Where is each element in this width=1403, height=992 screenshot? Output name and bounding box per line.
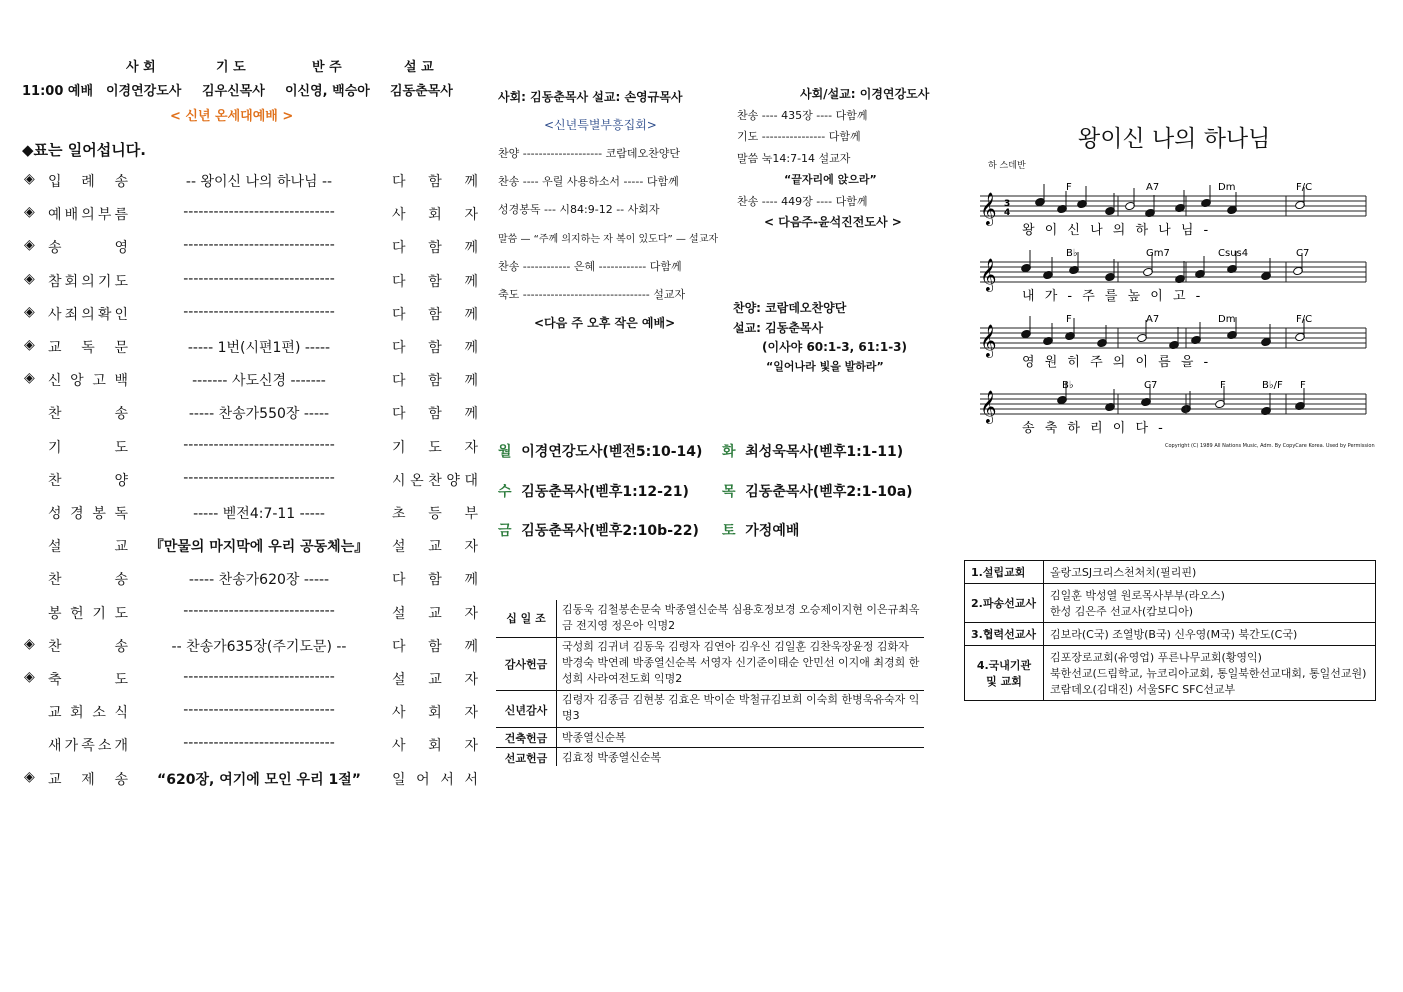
order-row — [24, 303, 478, 324]
order-item-name: 교 회 소 식 — [48, 705, 128, 722]
order-row — [24, 503, 478, 523]
order-row — [24, 469, 478, 490]
missions-value: 올랑고SJ크리스천처치(필리핀) — [1044, 561, 1376, 584]
revival-line: 찬양 -------------------- 코람데오찬양단 — [498, 147, 681, 160]
missions-value: 김포장로교회(유영업) 푸른나무교회(황영익) 북한선교(드림학교, 뉴코리아교회, 통일북한선교대회, 통일선교원) 코람데오(김대진) 서울SFC SFC선교부 — [1044, 646, 1376, 701]
missions-value: 김보라(C국) 조열방(B국) 신우영(M국) 북간도(C국) — [1044, 623, 1376, 646]
order-item-name: 찬 양 — [48, 472, 128, 489]
order-row — [24, 370, 478, 390]
order-item-leader: 시 온 찬 양 대 — [392, 472, 478, 489]
revival-line: 말씀 — “주께 의지하는 자 복이 있도다” — 설교자 — [498, 234, 719, 245]
weekly-item: 토 가정예배 — [722, 523, 800, 539]
standing-mark: ◈ — [24, 337, 35, 353]
order-row — [24, 735, 478, 755]
order-item-detail: ----- 1번(시편1편) ----- — [187, 340, 331, 356]
standing-mark: ◈ — [24, 370, 35, 387]
lyric-line: 송 축 하 리 이 다 - — [1022, 421, 1166, 436]
order-item-detail: -- 왕이신 나의 하나님 -- — [185, 174, 333, 190]
order-item-name: 교 제 송 — [48, 771, 128, 788]
order-row — [24, 171, 478, 191]
order-row — [24, 237, 478, 257]
afternoon-line: 찬송 ---- 449장 ---- 다함께 — [737, 195, 868, 208]
header-label-host: 사 회 — [126, 60, 156, 75]
order-item-name: 송 영 — [48, 240, 128, 257]
chord-symbol: B♭ — [1062, 380, 1074, 391]
order-item-name: 입 례 송 — [48, 174, 128, 190]
order-item-name: 찬 송 — [48, 406, 128, 423]
order-item-name: 봉 헌 기 도 — [48, 605, 128, 622]
order-item-name: 성 경 봉 독 — [48, 506, 128, 522]
chord-symbol: A7 — [1146, 182, 1160, 193]
order-row — [24, 403, 478, 423]
order-item-name: 예 배 의 부 름 — [48, 207, 128, 224]
offering-row: 감사헌금 국성희 김귀녀 김동욱 김령자 김연아 김우신 김일훈 김찬욱장윤정 김화자 박경숙 박연례 박종열신순복 서영자 신기준이태순 안민선 이지애 최경희 한성희 사라여전도회 익명2 — [504, 640, 920, 685]
revival-line: 찬송 ------------ 은혜 ------------ 다함께 — [498, 260, 682, 273]
chord-symbol: Dm — [1218, 182, 1236, 193]
chord-symbol: F — [1300, 380, 1306, 391]
order-item-leader: 기 도 자 — [392, 439, 478, 456]
chord-symbol: F/C — [1296, 182, 1313, 193]
order-item-detail: ------------------------------ — [183, 669, 335, 685]
offering-row: 선교헌금 김효정 박종열신순복 — [504, 751, 662, 765]
order-item-detail: ------------------------------ — [183, 270, 335, 287]
svg-text:𝄞: 𝄞 — [980, 192, 997, 225]
order-item-name: 설 교 — [48, 539, 128, 556]
weekly-item: 금 김동춘목사(벧후2:10b-22) — [498, 523, 699, 539]
lyric-line: 왕 이 신 나 의 하 나 님 - — [1022, 223, 1212, 238]
chord-symbol: Csus4 — [1218, 248, 1249, 259]
missions-value: 김일훈 박성열 원로목사부부(라오스) 한성 김은주 선교사(캄보디아) — [1044, 584, 1376, 623]
order-item-name: 사 죄 의 확 인 — [48, 306, 128, 323]
afternoon-line: 찬송 ---- 435장 ---- 다함께 — [737, 109, 868, 122]
order-item-leader: 다 함 께 — [392, 406, 478, 423]
header-label-sermon: 설 교 — [404, 60, 434, 75]
order-item-detail: ------------------------------ — [183, 204, 335, 221]
revival-footer: <다음 주 오후 작은 예배> — [534, 316, 676, 330]
chord-symbol: F — [1066, 314, 1072, 325]
order-item-detail: ------------------------------ — [183, 602, 335, 619]
afternoon-footer: < 다음주-윤석진전도사 > — [764, 215, 902, 229]
revival-line: 축도 -------------------------------- 설교자 — [498, 288, 686, 301]
lyric-line: 내 가 - 주 를 높 이 고 - — [1022, 289, 1204, 304]
chord-symbol: F — [1220, 380, 1226, 391]
chord-symbol: A7 — [1146, 314, 1160, 325]
order-item-leader: 다 함 께 — [392, 174, 478, 190]
order-item-leader: 다 함 께 — [392, 638, 478, 655]
order-item-leader: 다 함 께 — [392, 373, 478, 390]
chord-symbol: C7 — [1144, 380, 1158, 391]
standing-mark: ◈ — [24, 303, 35, 320]
order-item-detail: ------------------------------ — [183, 702, 335, 719]
order-item-leader: 사 회 자 — [392, 705, 478, 722]
chord-symbol: F — [1066, 182, 1072, 193]
order-row — [24, 436, 478, 457]
missions-row — [965, 646, 1376, 701]
missions-row — [965, 561, 1376, 584]
standing-mark: ◈ — [24, 204, 35, 221]
order-item-leader: 설 교 자 — [392, 539, 478, 556]
chord-symbol: B♭ — [1066, 248, 1078, 259]
order-row — [24, 270, 478, 291]
afternoon-line: 기도 ---------------- 다함께 — [737, 130, 861, 143]
order-row — [24, 536, 478, 556]
evening-praise: 찬양: 코람데오찬양단 — [733, 301, 847, 315]
order-item-name: 찬 송 — [48, 572, 128, 589]
order-row — [24, 768, 478, 789]
revival-top: 사회: 김동춘목사 설교: 손영규목사 — [498, 90, 683, 104]
order-row — [24, 602, 478, 623]
offering-row: 건축헌금 박종열신순복 — [504, 731, 626, 745]
order-item-detail: ------- 사도신경 ------- — [192, 373, 326, 390]
missions-key: 2.파송선교사 — [965, 584, 1044, 623]
order-row — [24, 204, 478, 224]
standing-note: ◆표는 일어섭니다. — [22, 141, 146, 159]
song-title: 왕이신 나의 하나님 — [1078, 126, 1271, 152]
order-item-leader: 일 어 서 서 — [392, 771, 478, 788]
prayer-name: 김우신목사 — [202, 84, 265, 99]
order-item-detail: ----- 찬송가620장 ----- — [188, 572, 330, 589]
order-item-detail: 『만물의 마지막에 우리 공동체는』 — [149, 539, 369, 556]
weekly-item: 화 최성욱목사(벧후1:1-11) — [722, 444, 904, 460]
order-item-name: 신 앙 고 백 — [48, 373, 128, 390]
chord-symbol: Dm — [1218, 314, 1236, 325]
order-item-leader: 설 교 자 — [392, 672, 478, 688]
revival-line: 찬송 ---- 우릴 사용하소서 ----- 다함께 — [498, 175, 679, 188]
order-row — [24, 669, 478, 689]
order-item-name: 찬 송 — [48, 638, 128, 655]
order-item-detail: ------------------------------ — [183, 237, 335, 254]
song-copyright: Copyright (C) 1989 All Nations Music, Adm. By CopyCare Korea. Used by Permission — [1165, 443, 1375, 449]
afternoon-quote: “끝자리에 앉으라” — [784, 173, 877, 186]
order-item-detail: -- 찬송가635장(주기도문) -- — [171, 638, 347, 655]
missions-key: 1.설립교회 — [965, 561, 1044, 584]
order-item-name: 기 도 — [48, 439, 128, 456]
host-name: 이경연강도사 — [106, 84, 182, 99]
evening-quote: “일어나라 빛을 발하라” — [766, 360, 884, 373]
service-subtitle: < 신년 온세대예배 > — [170, 109, 294, 124]
header-label-prayer: 기 도 — [216, 60, 246, 75]
afternoon-line: 말씀 눅14:7-14 설교자 — [737, 152, 851, 165]
offering-row: 신년감사 김령자 김종금 김현봉 김효은 박이순 박철규김보희 이숙희 한병욱유숙자 익명3 — [504, 693, 920, 722]
evening-scripture: (이사야 60:1-3, 61:1-3) — [762, 340, 908, 354]
weekly-item: 월 이경연강도사(벧전5:10-14) — [498, 444, 703, 460]
standing-mark: ◈ — [24, 270, 35, 287]
header-label-accompany: 반 주 — [312, 60, 342, 75]
missions-row — [965, 584, 1376, 623]
order-item-leader: 초 등 부 — [392, 506, 478, 522]
svg-text:3: 3 — [1004, 199, 1011, 209]
evening-preacher: 설교: 김동춘목사 — [733, 321, 824, 335]
order-item-leader: 다 함 께 — [392, 306, 478, 323]
chord-symbol: B♭/F — [1262, 380, 1283, 391]
svg-text:𝄞: 𝄞 — [980, 258, 997, 291]
standing-mark: ◈ — [24, 237, 35, 254]
order-item-leader: 다 함 께 — [392, 273, 478, 290]
chord-symbol: F/C — [1296, 314, 1313, 325]
order-row — [24, 569, 478, 589]
order-item-detail: ----- 벧전4:7-11 ----- — [193, 506, 325, 522]
weekly-item: 수 김동춘목사(벧후1:12-21) — [498, 484, 689, 500]
chord-symbol: C7 — [1296, 248, 1310, 259]
standing-mark: ◈ — [24, 669, 35, 685]
accompanist-name: 이신영, 백승아 — [285, 84, 370, 99]
offering-row: 십 일 조 김동욱 김철봉손문숙 박종열신순복 심용호정보경 오승제이지현 이은규최옥금 전지영 정은아 익명2 — [506, 603, 920, 632]
order-row — [24, 337, 478, 357]
order-item-leader: 다 함 께 — [392, 572, 478, 589]
order-item-detail: “620장, 여기에 모인 우리 1절” — [157, 771, 361, 788]
missions-table — [964, 560, 1376, 701]
standing-mark: ◈ — [24, 768, 35, 785]
order-item-detail: ----- 찬송가550장 ----- — [188, 406, 330, 423]
order-item-leader: 다 함 께 — [392, 340, 478, 356]
order-item-detail: ------------------------------ — [183, 735, 335, 752]
order-item-detail: ------------------------------ — [183, 303, 335, 320]
order-item-name: 참 회 의 기 도 — [48, 273, 128, 290]
missions-key: 3.협력선교사 — [965, 623, 1044, 646]
sheet-music — [970, 168, 1370, 444]
missions-row — [965, 623, 1376, 646]
weekly-item: 목 김동춘목사(벧후2:1-10a) — [722, 484, 913, 500]
svg-text:4: 4 — [1004, 208, 1011, 218]
standing-mark: ◈ — [24, 635, 35, 652]
order-item-name: 새 가 족 소 개 — [48, 738, 128, 755]
standing-mark: ◈ — [24, 171, 35, 187]
service-time: 11:00 예배 — [22, 84, 94, 99]
svg-text:𝄞: 𝄞 — [980, 390, 997, 423]
order-item-leader: 설 교 자 — [392, 605, 478, 622]
revival-title: <신년특별부흥집회> — [544, 118, 657, 132]
song-arranger: 하 스데반 — [988, 161, 1026, 171]
svg-text:𝄞: 𝄞 — [980, 324, 997, 357]
missions-key: 4.국내기관 및 교회 — [965, 646, 1044, 701]
lyric-line: 영 원 히 주 의 이 름 을 - — [1022, 355, 1212, 370]
order-item-leader: 다 함 께 — [392, 240, 478, 257]
order-row — [24, 702, 478, 722]
order-item-leader: 사 회 자 — [392, 207, 478, 224]
preacher-name: 김동춘목사 — [390, 84, 453, 99]
revival-line: 성경봉독 --- 시84:9-12 -- 사회자 — [498, 203, 660, 216]
afternoon-top: 사회/설교: 이경연강도사 — [800, 87, 930, 101]
order-item-detail: ------------------------------ — [183, 469, 335, 486]
chord-symbol: Gm7 — [1146, 248, 1170, 259]
order-item-detail: ------------------------------ — [183, 436, 335, 453]
order-item-name: 축 도 — [48, 672, 128, 688]
order-row — [24, 635, 478, 656]
order-item-leader: 사 회 자 — [392, 738, 478, 755]
order-item-name: 교 독 문 — [48, 340, 128, 356]
